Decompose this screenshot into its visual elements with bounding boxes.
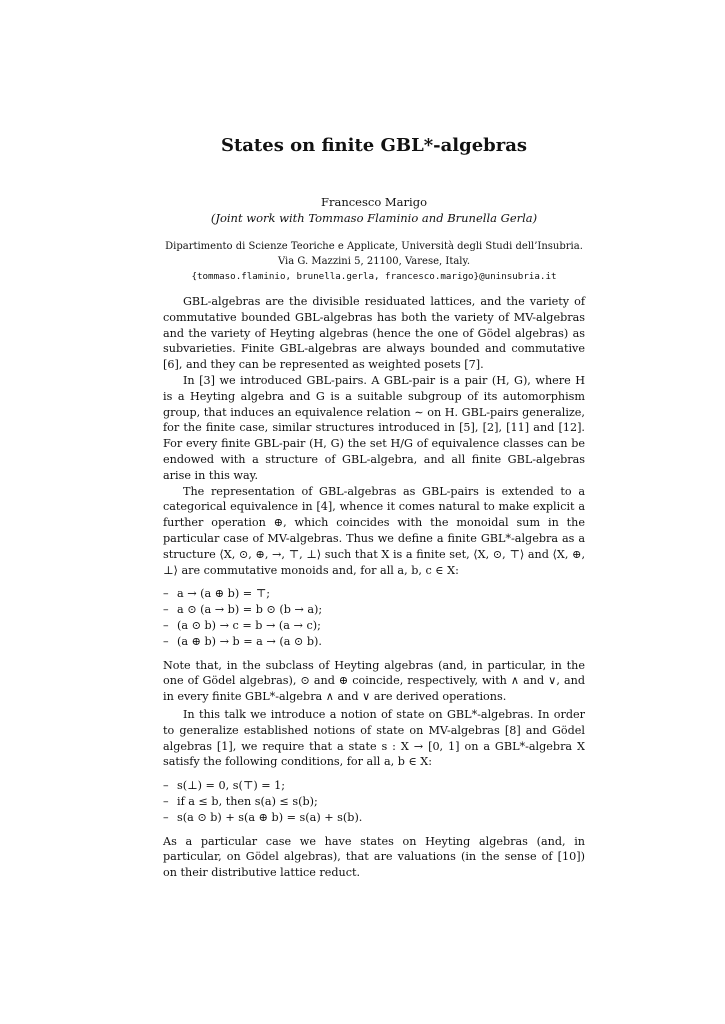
author-block — [163, 194, 585, 226]
author-name: Francesco Marigo — [321, 195, 427, 209]
list-item: – a → (a ⊕ b) = ⊤; — [163, 587, 270, 601]
paragraph-5: In this talk we introduce a notion of state on GBL*-algebras. In order to generalize established notions of state on MV-algebras [8] and Gödel algebras [1], we require that a state s : X → [0, 1] on a GBL*-algebra X satisfy the following conditions, for all a, b ∈ X: — [163, 707, 585, 769]
abstract-body — [163, 294, 585, 881]
affiliation-block — [163, 239, 585, 284]
list-item: – s(a ⊙ b) + s(a ⊕ b) = s(a) + s(b). — [163, 810, 363, 824]
paragraph-2: In [3] we introduced GBL-pairs. A GBL-pair is a pair (H, G), where H is a Heyting algebra and G is a suitable subgroup of its automorphism group, that induces an equivalence relation ∼ on H. GBL-pairs generalize, for the finite case, similar structures introduced in [5], [2], [11] and [12]. For every finite GBL-pair (H, G) the set H/G of equivalence classes can be endowed with a structure of GBL-algebra, and all finite GBL-algebras arise in this way. — [163, 373, 585, 482]
paper-page — [163, 135, 585, 881]
list-item: – if a ≤ b, then s(a) ≤ s(b); — [163, 794, 318, 808]
list-item: – s(⊥) = 0, s(⊤) = 1; — [163, 779, 286, 793]
paper-title: States on finite GBL*-algebras — [220, 135, 528, 156]
author-emails: {tommaso.flaminio, brunella.gerla, francesco.marigo}@uninsubria.it — [191, 271, 557, 282]
paragraph-3: The representation of GBL-algebras as GBL-pairs is extended to a categorical equivalence in [4], whence it comes natural to make explicit a further operation ⊕, which coincides with the monoidal sum in the particular case of MV-algebras. Thus we define a finite GBL*-algebra as a structure ⟨X, ⊙, ⊕, →, ⊤, ⊥⟩ such that X is a finite set, ⟨X, ⊙, ⊤⟩ and ⟨X, ⊕, ⊥⟩ are commutative monoids and, for all a, b, c ∈ X: — [163, 484, 585, 577]
paragraph-1: GBL-algebras are the divisible residuated lattices, and the variety of commutative bounded GBL-algebras has both the variety of MV-algebras and the variety of Heyting algebras (hence the one of Gödel algebras) as subvarieties. Finite GBL-algebras are always bounded and commutative [6], and they can be represented as weighted posets [7]. — [163, 295, 585, 372]
state-conditions-list — [163, 778, 585, 825]
affiliation-line-2: Via G. Mazzini 5, 21100, Varese, Italy. — [277, 256, 471, 267]
list-item: – (a ⊕ b) → b = a → (a ⊙ b). — [163, 634, 322, 648]
axiom-list — [163, 586, 585, 649]
list-item: – a ⊙ (a → b) = b ⊙ (b → a); — [163, 603, 323, 617]
list-item: – (a ⊙ b) → c = b → (a → c); — [163, 618, 321, 632]
paragraph-6: As a particular case we have states on Heyting algebras (and, in particular, on Gödel algebras), that are valuations (in the sense of [10]) on their distributive lattice reduct. — [163, 834, 585, 880]
joint-work-note: (Joint work with Tommaso Flaminio and Brunella Gerla) — [210, 211, 538, 225]
paragraph-4: Note that, in the subclass of Heyting algebras (and, in particular, in the one of Gödel algebras), ⊙ and ⊕ coincide, respectively, with ∧ and ∨, and in every finite GBL*-algebra ∧ and ∨ are derived operations. — [163, 658, 585, 704]
affiliation-line-1: Dipartimento di Scienze Teoriche e Applicate, Università degli Studi dell’Insubria. — [165, 241, 583, 252]
